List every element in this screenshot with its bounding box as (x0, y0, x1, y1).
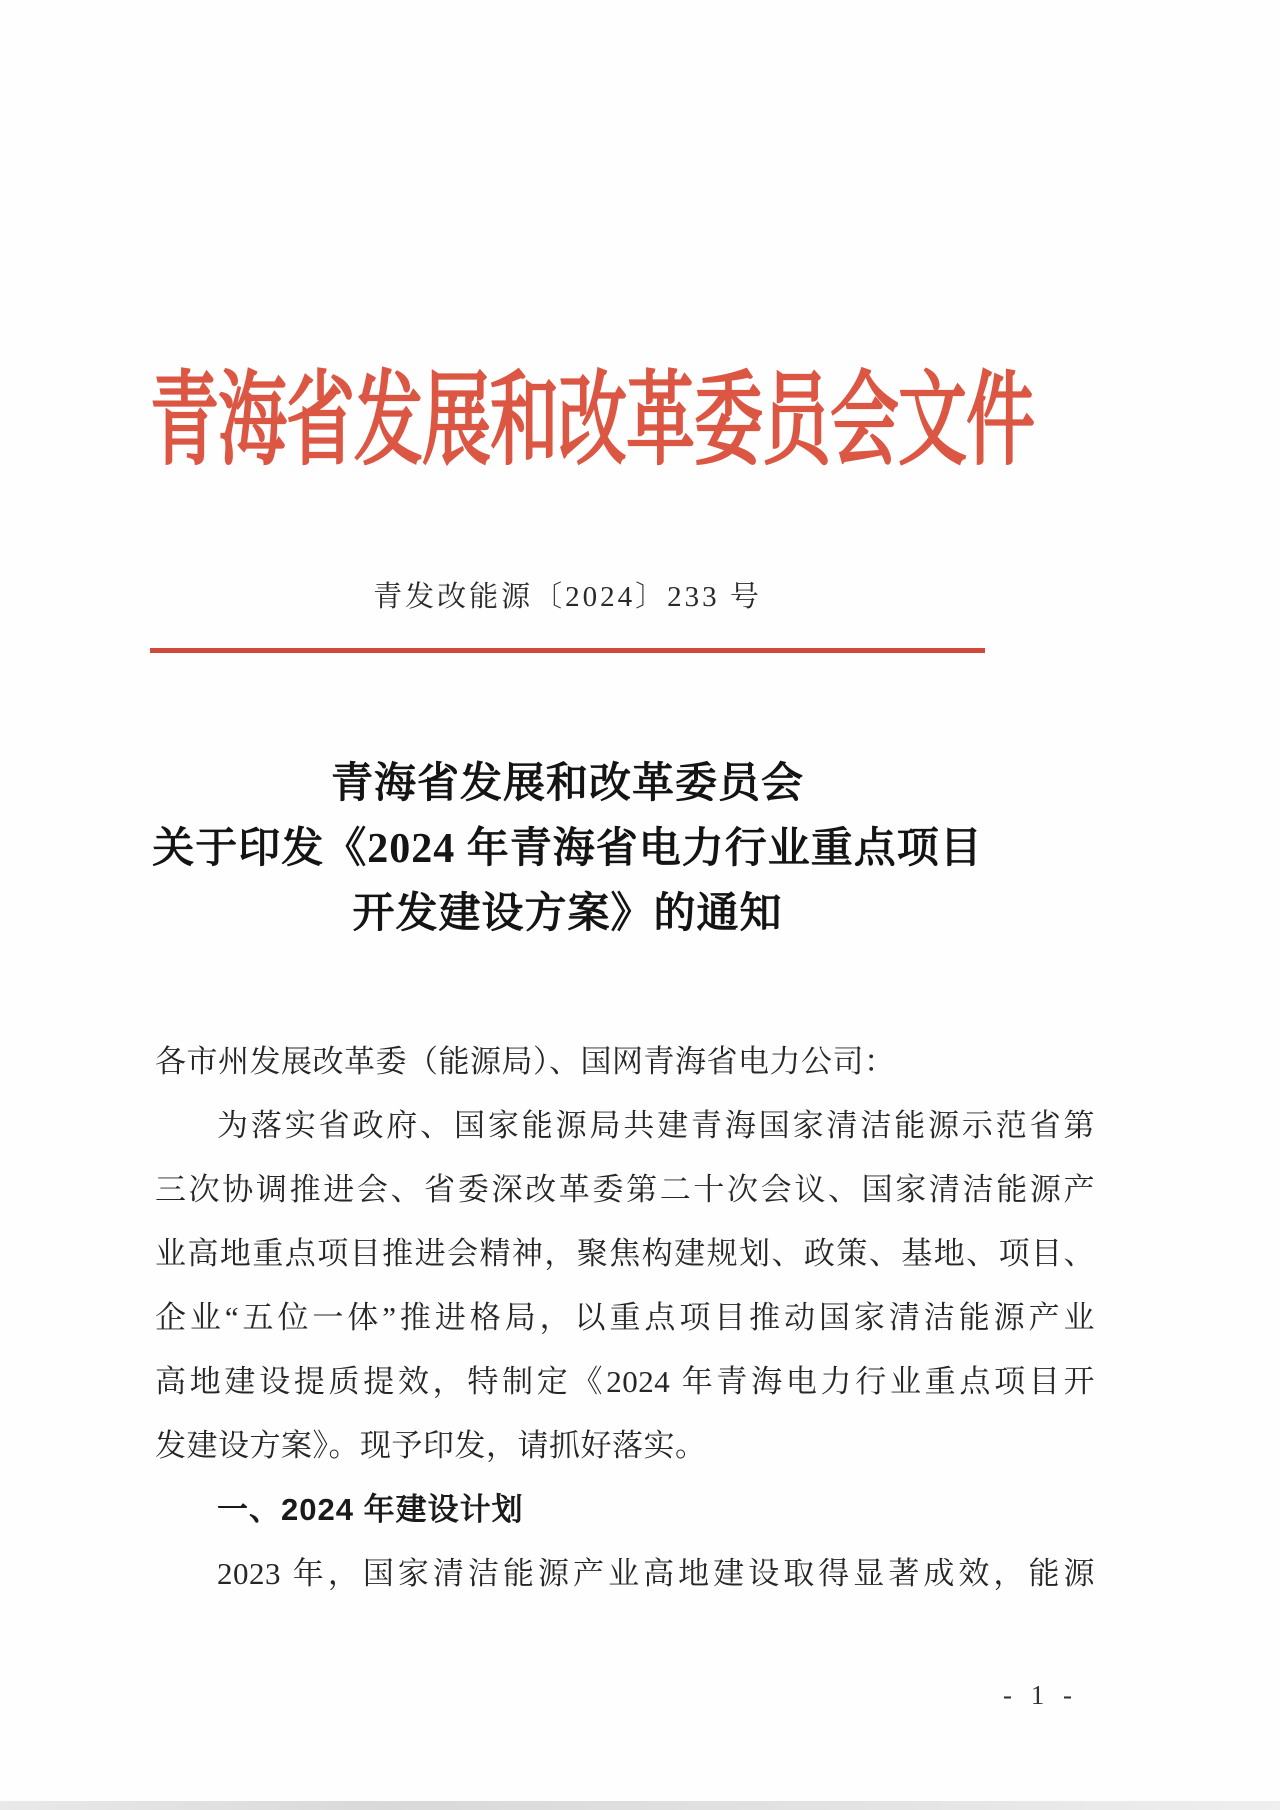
document-number: 青发改能源〔2024〕233 号 (373, 581, 762, 613)
paragraph-1-line-6: 发建设方案》。现予印发，请抓好落实。 (155, 1428, 707, 1463)
agency-letterhead-title: 青海省发展和改革委员会文件 (150, 364, 1034, 478)
notice-title-line-1: 青海省发展和改革委员会 (330, 761, 804, 807)
paragraph-1-line-5: 高地建设提质提效，特制定《2024 年青海电力行业重点项目开 (155, 1364, 1095, 1399)
salutation-line: 各市州发展改革委（能源局）、国网青海省电力公司： (155, 1044, 896, 1079)
paragraph-1-line-1: 为落实省政府、国家能源局共建青海国家清洁能源示范省第 (217, 1108, 1095, 1143)
scan-edge-artifact (0, 1801, 1280, 1810)
page-number: - 1 - (1003, 1680, 1078, 1710)
section-heading-1: 一、2024 年建设计划 (217, 1492, 524, 1527)
notice-title-line-2: 关于印发《2024 年青海省电力行业重点项目 (152, 826, 983, 872)
document-body (155, 0, 1095, 1810)
notice-title-line-3: 开发建设方案》的通知 (352, 891, 783, 937)
paragraph-1-line-4: 企业“五位一体”推进格局，以重点项目推动国家清洁能源产业 (155, 1300, 1095, 1335)
paragraph-2-line-1: 2023 年，国家清洁能源产业高地建设取得显著成效，能源 (217, 1556, 1095, 1591)
paragraph-1-line-2: 三次协调推进会、省委深改革委第二十次会议、国家清洁能源产 (155, 1172, 1095, 1207)
paragraph-1-line-3: 业高地重点项目推进会精神，聚焦构建规划、政策、基地、项目、 (155, 1236, 1095, 1271)
